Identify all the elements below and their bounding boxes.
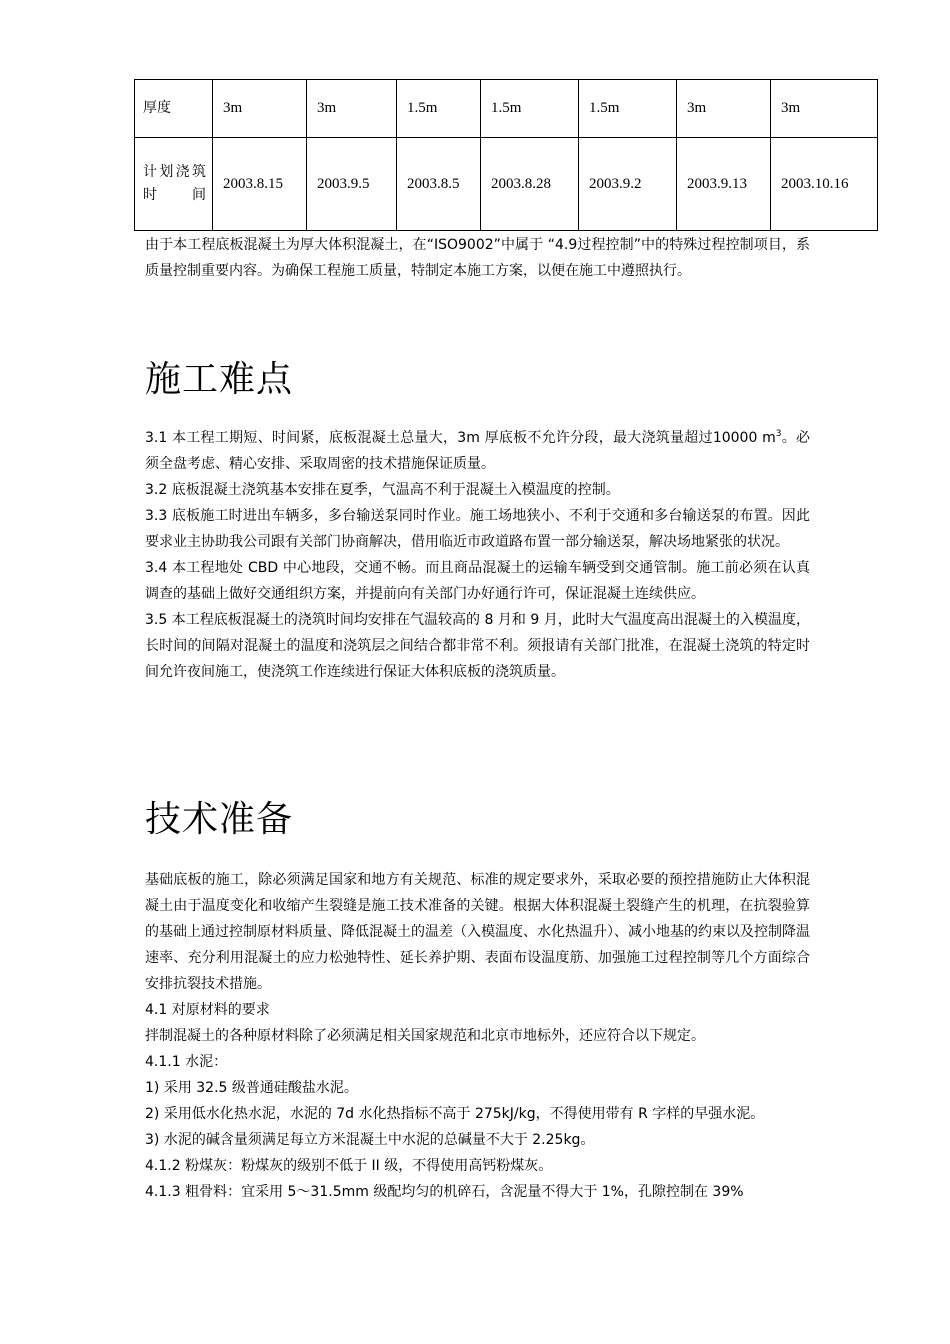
intro-paragraph: 由于本工程底板混凝土为厚大体积混凝土，在“ISO9002”中属于 “4.9过程控制”中的特殊过程控制项目，系质量控制重要内容。为确保工程施工质量，特制定本施工方案，以便在施工中遵照执行。 xyxy=(145,237,810,279)
paragraph-materials: 拌制混凝土的各种原材料除了必须满足相关国家规范和北京市地标外，还应符合以下规定。 xyxy=(145,1028,705,1044)
paragraph-4-1-3: 4.1.3 粗骨料：宜采用 5～31.5mm 级配均匀的机碎石，含泥量不得大于 1%，孔隙控制在 39% xyxy=(145,1184,744,1200)
technical-prep-block xyxy=(145,867,810,1205)
difficulties-block xyxy=(145,425,810,685)
row-header-thickness: 厚度 xyxy=(135,80,213,138)
table-cell: 3m xyxy=(677,80,771,138)
paragraph-3-4: 3.4 本工程地处 CBD 中心地段，交通不畅。而且商品混凝土的运输车辆受到交通管制。施工前必须在认真调查的基础上做好交通组织方案，并提前向有关部门办好通行许可，保证混凝土连续供应。 xyxy=(145,560,810,602)
list-item-cement-3: 3) 水泥的碱含量须满足每立方米混凝土中水泥的总碱量不大于 2.25kg。 xyxy=(145,1132,595,1148)
paragraph-4-1-2: 4.1.2 粉煤灰：粉煤灰的级别不低于 II 级，不得使用高钙粉煤灰。 xyxy=(145,1158,553,1174)
cubic-superscript: 3 xyxy=(775,429,782,439)
section-title-technical-prep: 技术准备 xyxy=(145,799,294,840)
list-item-cement-1: 1) 采用 32.5 级普通硅酸盐水泥。 xyxy=(145,1080,358,1096)
table-cell: 2003.9.13 xyxy=(677,138,771,231)
table-cell: 2003.9.5 xyxy=(307,138,397,231)
table-row-pour-date xyxy=(135,138,878,231)
intro-block xyxy=(145,232,810,284)
pour-schedule-table xyxy=(134,79,878,231)
table-cell: 2003.8.5 xyxy=(397,138,481,231)
paragraph-overview: 基础底板的施工，除必须满足国家和地方有关规范、标准的规定要求外，采取必要的预控措施防止大体积混凝土由于温度变化和收缩产生裂缝是施工技术准备的关键。根据大体积混凝土裂缝产生的机理，在抗裂验算的基础上通过控制原材料质量、降低混凝土的温差（入模温度、水化热温升）、减小地基的约束以及控制降温速率、充分利用混凝土的应力松弛特性、延长养护期、表面布设温度筋、加强施工过程控制等几个方面综合安排抗裂技术措施。 xyxy=(145,872,810,992)
paragraph-3-1-text: 3.1 本工程工期短、时间紧，底板混凝土总量大，3m 厚底板不允许分段，最大浇筑量超过10000 m xyxy=(145,430,776,446)
paragraph-3-2: 3.2 底板混凝土浇筑基本安排在夏季，气温高不利于混凝土入模温度的控制。 xyxy=(145,482,620,498)
table-cell: 3m xyxy=(213,80,307,138)
paragraph-3-3: 3.3 底板施工时进出车辆多，多台输送泵同时作业。施工场地狭小、不利于交通和多台输送泵的布置。因此要求业主协助我公司跟有关部门协商解决，借用临近市政道路布置一部分输送泵，解决场地紧张的状况。 xyxy=(145,508,810,550)
table-cell: 3m xyxy=(771,80,878,138)
table-cell: 2003.10.16 xyxy=(771,138,878,231)
row-header-pour-date: 计划浇筑时间 xyxy=(135,138,213,231)
section-title-difficulties: 施工难点 xyxy=(145,359,294,400)
table-cell: 2003.9.2 xyxy=(579,138,677,231)
paragraph-3-1-tail: 。必须全盘考虑、精心安排、采取周密的技术措施保证质量。 xyxy=(145,430,811,472)
table-cell: 3m xyxy=(307,80,397,138)
table-cell: 1.5m xyxy=(579,80,677,138)
table-cell: 1.5m xyxy=(481,80,579,138)
table-cell: 2003.8.15 xyxy=(213,138,307,231)
table-cell: 2003.8.28 xyxy=(481,138,579,231)
list-item-cement-2: 2) 采用低水化热水泥，水泥的 7d 水化热指标不高于 275kJ/kg，不得使用带有 R 字样的早强水泥。 xyxy=(145,1106,765,1122)
paragraph-3-1 xyxy=(145,425,810,477)
paragraph-4-1-1: 4.1.1 水泥： xyxy=(145,1054,228,1070)
paragraph-3-5: 3.5 本工程底板混凝土的浇筑时间均安排在气温较高的 8 月和 9 月，此时大气温度高出混凝土的入模温度，长时间的间隔对混凝土的温度和浇筑层之间结合都非常不利。须报请有关部门批准，在混凝土浇筑的特定时间允许夜间施工，使浇筑工作连续进行保证大体积底板的浇筑质量。 xyxy=(145,612,810,680)
table-row-thickness xyxy=(135,80,878,138)
paragraph-4-1: 4.1 对原材料的要求 xyxy=(145,1002,270,1018)
table-cell: 1.5m xyxy=(397,80,481,138)
